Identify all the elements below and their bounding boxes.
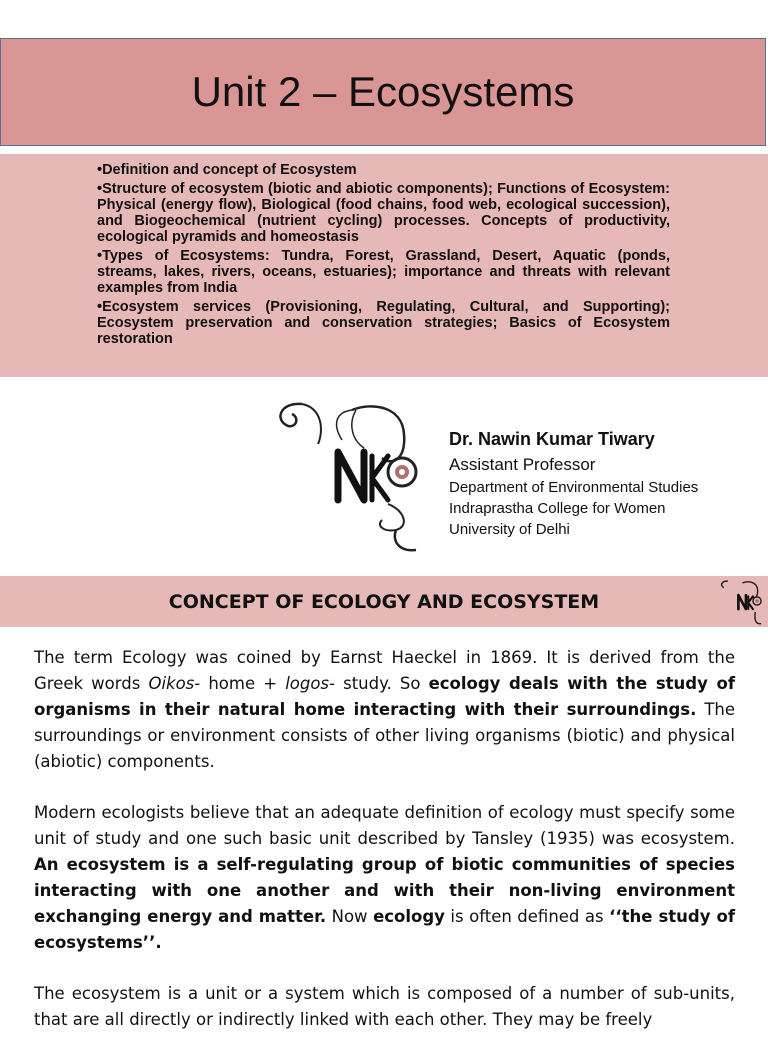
author-college: Indraprastha College for Women xyxy=(449,500,666,517)
paragraph-1: The term Ecology was coined by Earnst Haeckel in 1869. It is derived from the Greek words Oikos- home + logos- study. So ecology deals with the study of organisms in their natural home interacting with their surroundings. The surroundings or environment consists of other living organisms (biotic) and physical (abiotic) components. xyxy=(34,648,736,771)
author-name: Dr. Nawin Kumar Tiwary xyxy=(449,429,655,449)
title-bar xyxy=(0,38,766,146)
nko-logo-icon xyxy=(272,400,422,558)
author-department: Department of Environmental Studies xyxy=(449,479,699,496)
syllabus-list xyxy=(97,162,670,350)
slide-title: Unit 2 – Ecosystems xyxy=(191,68,575,115)
section-body xyxy=(34,645,735,1058)
syllabus-item: •Definition and concept of Ecosystem xyxy=(97,162,357,178)
syllabus-item: •Structure of ecosystem (biotic and abiotic components); Functions of Ecosystem: Physical (energy flow), Biological (food chains, food web, ecological succession), and Biogeochemical (nutrient cycling) processes. Concepts of productivity, ecological pyramids and homeostasis xyxy=(97,181,670,245)
paragraph-2: Modern ecologists believe that an adequate definition of ecology must specify some unit of study and one such basic unit described by Tansley (1935) was ecosystem. An ecosystem is a self-regulating group of biotic communities of species interacting with one another and with their non-living environment exchanging energy and matter. Now ecology is often defined as ‘‘the study of ecosystems’’. xyxy=(34,803,735,952)
author-university: University of Delhi xyxy=(449,521,570,538)
syllabus-box xyxy=(0,154,768,377)
syllabus-item: •Ecosystem services (Provisioning, Regulating, Cultural, and Supporting); Ecosystem preservation and conservation strategies; Basics of Ecosystem restoration xyxy=(97,299,670,347)
section-header xyxy=(0,576,768,627)
author-info xyxy=(449,428,759,540)
author-role: Assistant Professor xyxy=(449,455,596,474)
paragraph-3: The ecosystem is a unit or a system which is composed of a number of sub-units, that are all directly or indirectly linked with each other. They may be freely xyxy=(34,984,735,1029)
section-title: CONCEPT OF ECOLOGY AND ECOSYSTEM xyxy=(168,590,600,613)
syllabus-item: •Types of Ecosystems: Tundra, Forest, Grassland, Desert, Aquatic (ponds, streams, lakes, rivers, oceans, estuaries); importance and threats with relevant examples from India xyxy=(97,248,670,296)
nko-small-logo-icon xyxy=(718,580,764,626)
